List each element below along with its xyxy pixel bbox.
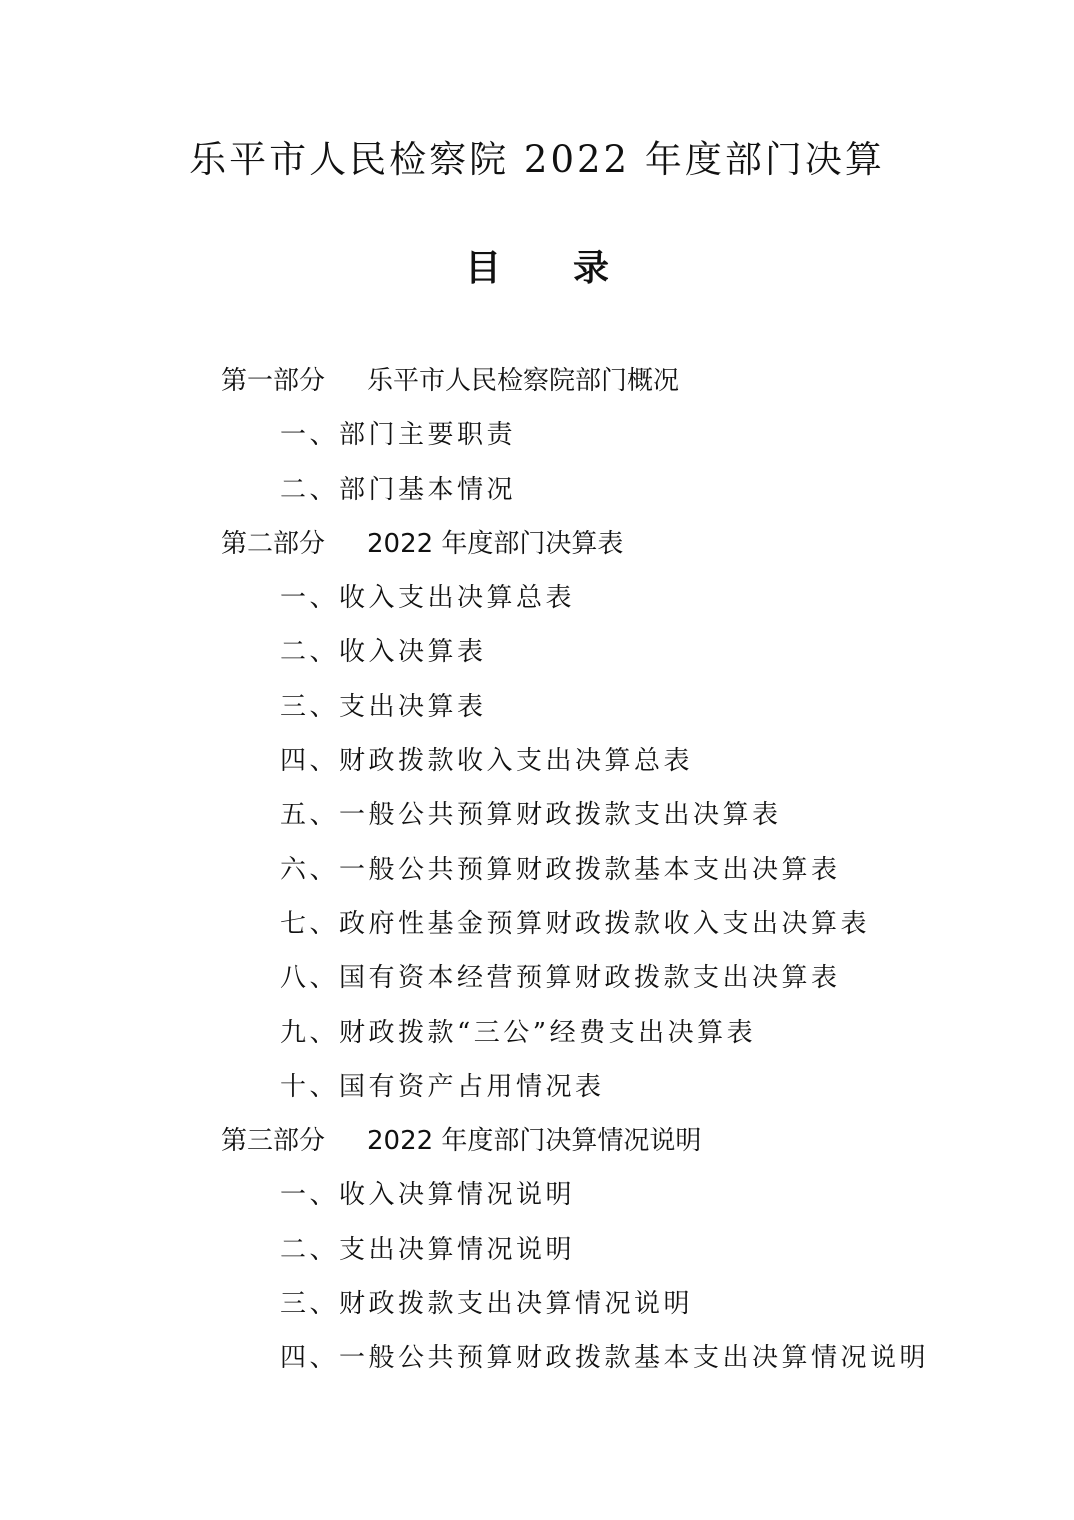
toc-item[interactable]: 二、收入决算表 [280, 637, 487, 668]
toc-part-title: 2022 年度部门决算情况说明 [367, 1126, 702, 1157]
toc-item[interactable]: 二、部门基本情况 [280, 474, 517, 505]
toc-heading-left: 目 [464, 248, 501, 289]
toc-part-1[interactable] [0, 354, 1074, 408]
toc-item[interactable]: 六、一般公共预算财政拨款基本支出决算表 [280, 854, 841, 885]
toc-part-number: 第一部分 [221, 366, 326, 396]
toc-item[interactable]: 十、国有资产占用情况表 [280, 1071, 605, 1102]
toc-part-2[interactable] [0, 517, 1074, 571]
toc-heading [0, 243, 1074, 295]
toc-item[interactable]: 二、支出决算情况说明 [280, 1234, 576, 1265]
toc-item[interactable]: 四、一般公共预算财政拨款基本支出决算情况说明 [280, 1343, 930, 1374]
toc-item[interactable]: 一、收入支出决算总表 [280, 583, 576, 614]
toc-item[interactable]: 七、政府性基金预算财政拨款收入支出决算表 [280, 908, 871, 939]
toc-heading-right: 录 [573, 248, 610, 289]
toc-item[interactable]: 八、国有资本经营预算财政拨款支出决算表 [280, 963, 841, 994]
toc-item[interactable]: 五、一般公共预算财政拨款支出决算表 [280, 800, 782, 831]
toc-item[interactable]: 一、收入决算情况说明 [280, 1180, 576, 1211]
toc-part-number: 第二部分 [221, 528, 326, 559]
toc-item[interactable]: 三、支出决算表 [280, 691, 487, 722]
toc-item[interactable]: 三、财政拨款支出决算情况说明 [280, 1289, 694, 1320]
document-title: 乐平市人民检察院 2022 年度部门决算 [189, 138, 885, 181]
table-of-contents [0, 354, 1074, 1386]
toc-item[interactable]: 九、财政拨款“三公”经费支出决算表 [280, 1017, 757, 1048]
toc-part-title: 乐平市人民检察院部门概况 [367, 366, 680, 396]
toc-part-title: 2022 年度部门决算表 [367, 528, 624, 559]
toc-item[interactable]: 一、部门主要职责 [280, 420, 517, 451]
toc-item[interactable]: 四、财政拨款收入支出决算总表 [280, 746, 694, 777]
toc-part-3[interactable] [0, 1114, 1074, 1168]
toc-part-number: 第三部分 [221, 1126, 326, 1157]
